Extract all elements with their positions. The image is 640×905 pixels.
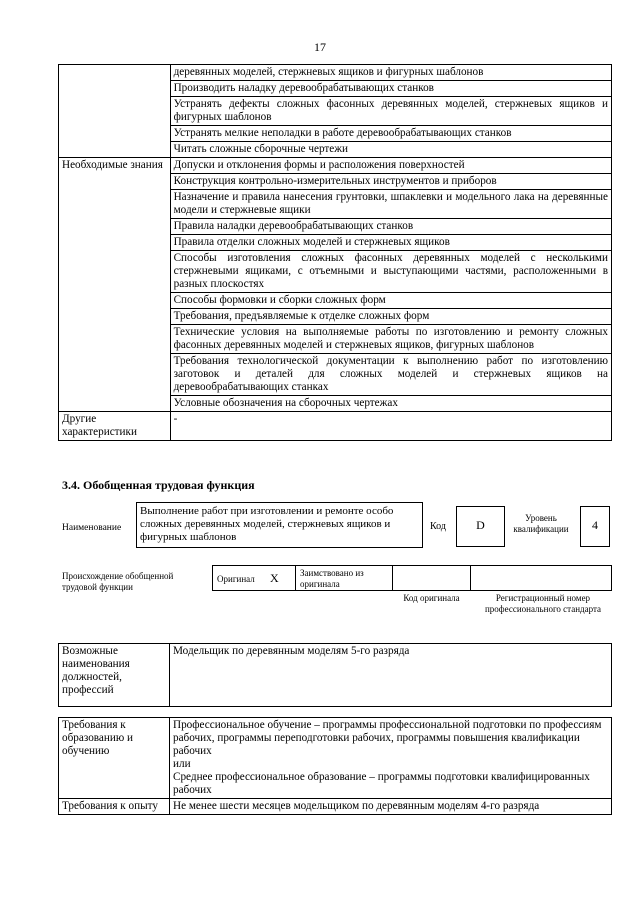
table-cell: Правила отделки сложных моделей и стержневых ящиков [170, 235, 611, 251]
table-row [59, 644, 612, 707]
row-header-other: Другие характеристики [59, 412, 171, 441]
original-code-cell [392, 565, 471, 591]
original-mark: X [270, 571, 279, 585]
table-row [59, 718, 612, 799]
table-cell: Правила наладки деревообрабатывающих станков [170, 219, 611, 235]
table-cell: деревянных моделей, стержневых ящиков и фигурных шаблонов [170, 65, 611, 81]
row-header-knowledge: Необходимые знания [59, 158, 171, 412]
original-label: Оригинал [217, 574, 255, 584]
function-name-box [136, 502, 423, 548]
requirements-table [58, 717, 612, 815]
table-cell: Устранять дефекты сложных фасонных деревянных моделей, стержневых ящиков и фигурных шаблонов [170, 97, 611, 126]
original-cell [212, 565, 296, 591]
table-cell: Требования, предъявляемые к отделке сложных форм [170, 309, 611, 325]
education-label: Требования к образованию и обучению [59, 718, 170, 799]
education-line: Профессиональное обучение – программы профессиональной подготовки по профессиям рабочих, программы переподготовки рабочих, программы повышения квалификации рабочих [173, 719, 602, 757]
positions-label: Возможные наименования должностей, профессий [59, 644, 170, 707]
reg-number-cell [470, 565, 612, 591]
table-cell: Устранять мелкие неполадки в работе деревообрабатывающих станков [170, 126, 611, 142]
table-cell: Требования технологической документации к выполнению работ по изготовлению заготовок и деталей для сложных моделей и стержневых ящиков на деревообрабатывающих станках [170, 354, 611, 396]
table-cell: Способы формовки и сборки сложных форм [170, 293, 611, 309]
borrowed-cell [295, 565, 393, 591]
table-row [59, 65, 612, 81]
table-row [59, 158, 612, 174]
table-row [59, 799, 612, 815]
table-cell: Способы изготовления сложных фасонных деревянных моделей с несколькими стержневыми ящиками, с отъемными и выступающими частями, расположенными в разных плоскостях [170, 251, 611, 293]
education-line: или [173, 758, 191, 770]
borrowed-label: Заимствовано из оригинала [300, 568, 364, 589]
level-value: 4 [580, 506, 610, 547]
name-label: Наименование [62, 523, 122, 533]
table-row [59, 412, 612, 441]
education-value [170, 718, 612, 799]
skills-knowledge-table [58, 64, 612, 441]
table-cell: Допуски и отклонения формы и расположения поверхностей [170, 158, 611, 174]
page-number: 17 [314, 40, 326, 54]
experience-value: Не менее шести месяцев модельщиком по деревянным моделям 4-го разряда [170, 799, 612, 815]
row-header [59, 65, 171, 158]
table-cell: Читать сложные сборочные чертежи [170, 142, 611, 158]
table-cell: Производить наладку деревообрабатывающих станков [170, 81, 611, 97]
positions-value: Модельщик по деревянным моделям 5-го разряда [170, 644, 612, 707]
code-label: Код [430, 521, 446, 532]
table-cell: Условные обозначения на сборочных чертежах [170, 396, 611, 412]
positions-table [58, 643, 612, 707]
code-value: D [456, 506, 505, 547]
original-code-caption: Код оригинала [403, 593, 460, 603]
origin-label: Происхождение обобщенной трудовой функции [62, 571, 174, 592]
function-name: Выполнение работ при изготовлении и ремонте особо сложных деревянных моделей, стержневых ящиков и фигурных шаблонов [140, 505, 394, 543]
section-title: 3.4. Обобщенная трудовая функция [62, 478, 255, 492]
education-line: Среднее профессиональное образование – программы подготовки квалифицированных рабочих [173, 771, 590, 796]
table-cell: Технические условия на выполняемые работы по изготовлению и ремонту сложных фасонных деревянных моделей и стержневых ящиков, фигурных шаблонов [170, 325, 611, 354]
table-cell: Назначение и правила нанесения грунтовки, шпаклевки и модельного лака на деревянные модели и стержневые ящики [170, 190, 611, 219]
table-cell: - [170, 412, 611, 441]
reg-number-caption: Регистрационный номер профессионального стандарта [484, 593, 602, 614]
table-cell: Конструкция контрольно-измерительных инструментов и приборов [170, 174, 611, 190]
level-label: Уровень квалификации [513, 513, 569, 534]
experience-label: Требования к опыту [59, 799, 170, 815]
